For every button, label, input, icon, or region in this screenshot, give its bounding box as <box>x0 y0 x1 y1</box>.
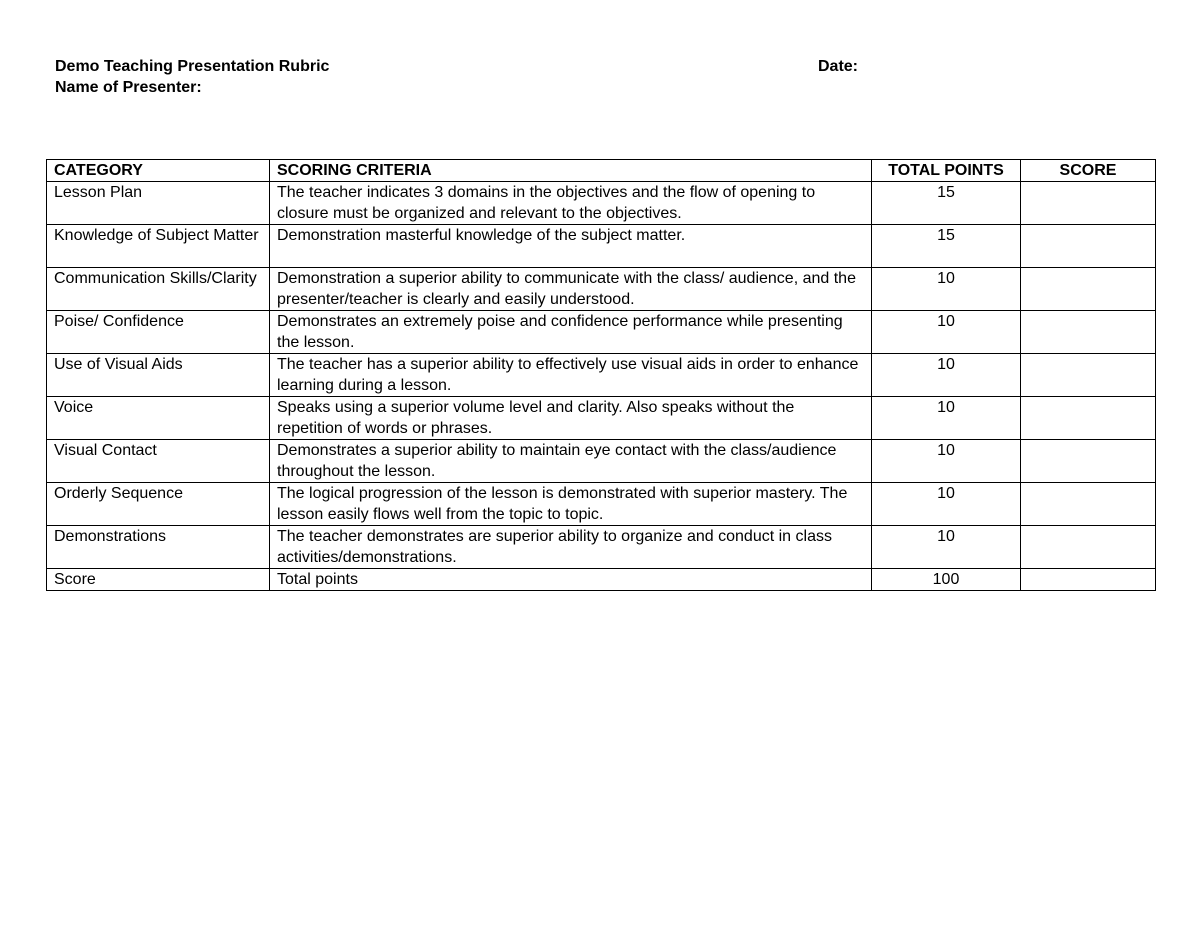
score-cell[interactable] <box>1021 311 1156 354</box>
category-cell: Communication Skills/Clarity <box>47 268 270 311</box>
document-title: Demo Teaching Presentation Rubric <box>55 58 330 75</box>
points-cell: 15 <box>872 182 1021 225</box>
table-header-row <box>47 160 1156 182</box>
table-row <box>47 397 1156 440</box>
table-row <box>47 440 1156 483</box>
score-cell[interactable] <box>1021 182 1156 225</box>
criteria-cell: Demonstration masterful knowledge of the subject matter. <box>270 225 872 268</box>
presenter-label: Name of Presenter: <box>55 79 202 96</box>
category-cell: Orderly Sequence <box>47 483 270 526</box>
table-row <box>47 268 1156 311</box>
category-cell: Lesson Plan <box>47 182 270 225</box>
score-cell[interactable] <box>1021 268 1156 311</box>
criteria-cell: The logical progression of the lesson is demonstrated with superior mastery. The lesson easily flows well from the topic to topic. <box>270 483 872 526</box>
score-cell[interactable] <box>1021 526 1156 569</box>
column-header-criteria: SCORING CRITERIA <box>270 160 872 182</box>
column-header-total-points: TOTAL POINTS <box>872 160 1021 182</box>
category-cell: Voice <box>47 397 270 440</box>
score-cell[interactable] <box>1021 483 1156 526</box>
points-cell: 10 <box>872 397 1021 440</box>
points-cell: 10 <box>872 311 1021 354</box>
table-row <box>47 526 1156 569</box>
criteria-cell: Demonstrates a superior ability to maintain eye contact with the class/audience throughout the lesson. <box>270 440 872 483</box>
date-label: Date: <box>818 58 859 75</box>
category-cell: Use of Visual Aids <box>47 354 270 397</box>
total-points-cell: 100 <box>872 569 1021 591</box>
column-header-category: CATEGORY <box>47 160 270 182</box>
category-cell: Visual Contact <box>47 440 270 483</box>
points-cell: 10 <box>872 440 1021 483</box>
score-cell[interactable] <box>1021 225 1156 268</box>
criteria-cell: The teacher demonstrates are superior ability to organize and conduct in class activities/demonstrations. <box>270 526 872 569</box>
category-cell: Demonstrations <box>47 526 270 569</box>
criteria-cell: The teacher has a superior ability to effectively use visual aids in order to enhance learning during a lesson. <box>270 354 872 397</box>
points-cell: 10 <box>872 354 1021 397</box>
rubric-table <box>46 159 1156 591</box>
table-row <box>47 483 1156 526</box>
table-row <box>47 182 1156 225</box>
title-row <box>55 56 1155 77</box>
points-cell: 10 <box>872 483 1021 526</box>
total-category-cell: Score <box>47 569 270 591</box>
points-cell: 10 <box>872 268 1021 311</box>
table-row <box>47 354 1156 397</box>
table-row <box>47 225 1156 268</box>
total-row <box>47 569 1156 591</box>
total-score-cell[interactable] <box>1021 569 1156 591</box>
category-cell: Poise/ Confidence <box>47 311 270 354</box>
document-header <box>55 56 1155 98</box>
presenter-row <box>55 77 1155 98</box>
criteria-cell: Speaks using a superior volume level and clarity. Also speaks without the repetition of words or phrases. <box>270 397 872 440</box>
score-cell[interactable] <box>1021 440 1156 483</box>
total-criteria-cell: Total points <box>270 569 872 591</box>
score-cell[interactable] <box>1021 354 1156 397</box>
score-cell[interactable] <box>1021 397 1156 440</box>
table-row <box>47 311 1156 354</box>
column-header-score: SCORE <box>1021 160 1156 182</box>
criteria-cell: The teacher indicates 3 domains in the objectives and the flow of opening to closure must be organized and relevant to the objectives. <box>270 182 872 225</box>
points-cell: 10 <box>872 526 1021 569</box>
points-cell: 15 <box>872 225 1021 268</box>
criteria-cell: Demonstration a superior ability to communicate with the class/ audience, and the presenter/teacher is clearly and easily understood. <box>270 268 872 311</box>
category-cell: Knowledge of Subject Matter <box>47 225 270 268</box>
criteria-cell: Demonstrates an extremely poise and confidence performance while presenting the lesson. <box>270 311 872 354</box>
